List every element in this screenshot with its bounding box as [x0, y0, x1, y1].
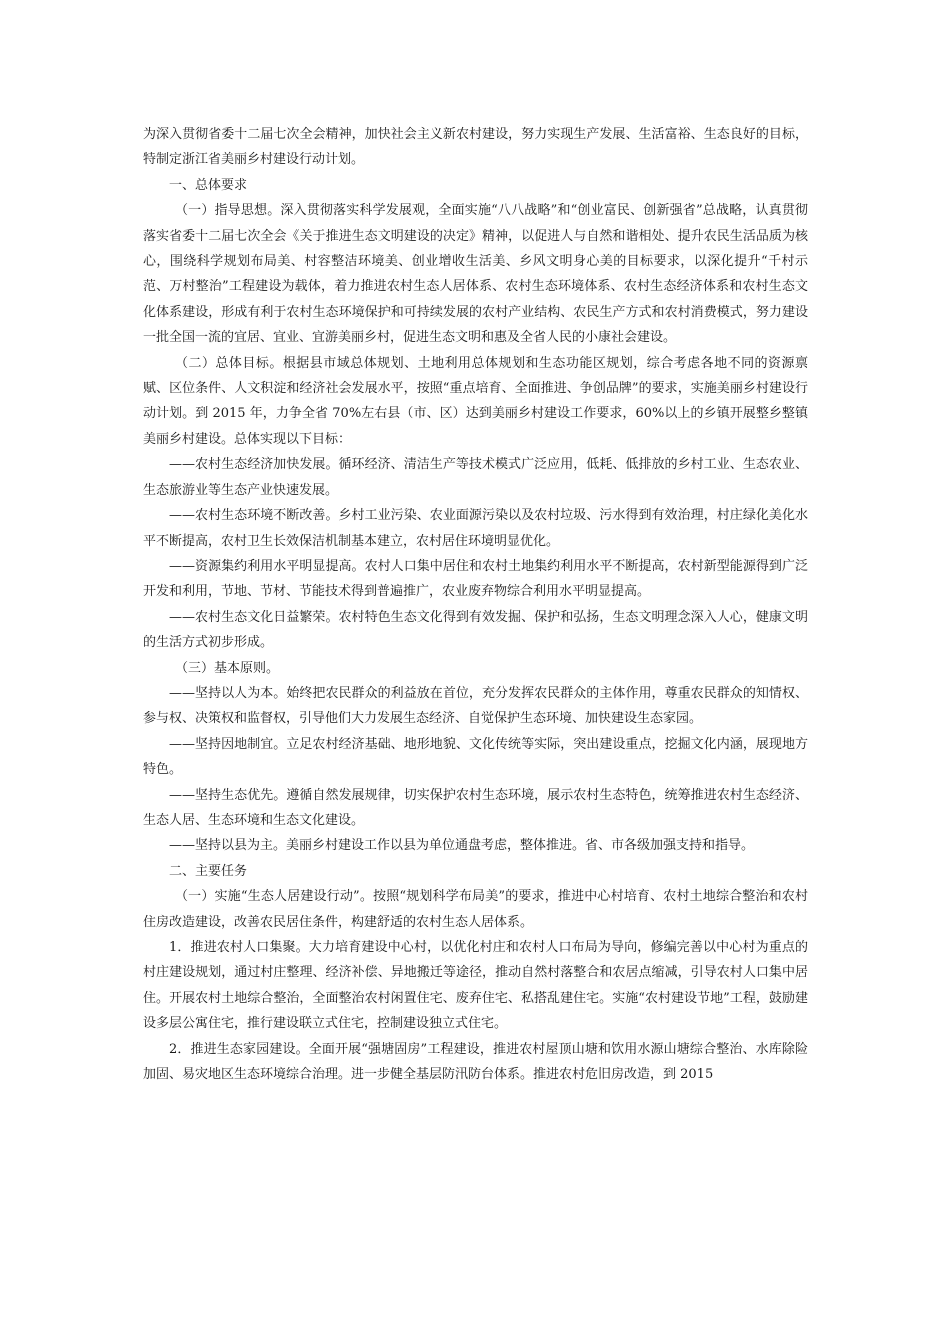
goal-item: ——农村生态经济加快发展。循环经济、清洁生产等技术模式广泛应用，低耗、低排放的乡村工业、生态农业、生态旅游业等生态产业快速发展。 — [143, 457, 808, 498]
guiding-ideology-paragraph: （一）指导思想。深入贯彻落实科学发展观，全面实施“八八战略”和“创业富民、创新强省”总战略，认真贯彻落实省委十二届七次全会《关于推进生态文明建设的决定》精神，以促进人与自然和谐相处、提升农民生活品质为核心，围绕科学规划布局美、村容整洁环境美、创业增收生活美、乡风文明身心美的目标要求，以深化提升“千村示范、万村整治”工程建设为载体，着力推进农村生态人居体系、农村生态环境体系、农村生态经济体系和农村生态文化体系建设，形成有利于农村生态环境保护和可持续发展的农村产业结构、农民生产方式和农村消费模式，努力建设一批全国一流的宜居、宜业、宜游美丽乡村，促进生态文明和惠及全省人民的小康社会建设。 — [143, 203, 808, 346]
subsection-heading: （三）基本原则。 — [175, 660, 280, 676]
principle-item: ——坚持生态优先。遵循自然发展规律，切实保护农村生态环境，展示农村生态特色，统筹推进农村生态经济、生态人居、生态环境和生态文化建设。 — [143, 787, 808, 828]
task-item: 1．推进农村人口集聚。大力培育建设中心村，以优化村庄和农村人口布局为导向，修编完善以中心村为重点的村庄建设规划，通过村庄整理、经济补偿、异地搬迁等途径，推动自然村落整合和农居点缩减，引导农村人口集中居住。开展农村土地综合整治，全面整治农村闲置住宅、废弃住宅、私搭乱建住宅。实施“农村建设节地”工程，鼓励建设多层公寓住宅，推行建设联立式住宅，控制建设独立式住宅。 — [143, 940, 808, 1032]
section-heading: 二、主要任务 — [169, 863, 248, 879]
goal-item: ——资源集约利用水平明显提高。农村人口集中居住和农村土地集约利用水平不断提高，农村新型能源得到广泛开发和利用，节地、节材、节能技术得到普遍推广，农业废弃物综合利用水平明显提高。 — [143, 558, 808, 600]
task-paragraph: （一）实施“生态人居建设行动”。按照“规划科学布局美”的要求，推进中心村培育、农村土地综合整治和农村住房改造建设，改善农民居住条件，构建舒适的农村生态人居体系。 — [143, 889, 808, 930]
goal-item: ——农村生态环境不断改善。乡村工业污染、农业面源污染以及农村垃圾、污水得到有效治理，村庄绿化美化水平不断提高，农村卫生长效保洁机制基本建立，农村居住环境明显优化。 — [143, 508, 808, 549]
document-body — [143, 122, 808, 1087]
task-item: 2．推进生态家园建设。全面开展“强塘固房”工程建设，推进农村屋顶山塘和饮用水源山塘综合整治、水库除险加固、易灾地区生态环境综合治理。进一步健全基层防汛防台体系。推进农村危旧房改造，到 2015 — [143, 1041, 808, 1083]
principle-item: ——坚持以县为主。美丽乡村建设工作以县为单位通盘考虑，整体推进。省、市各级加强支持和指导。 — [169, 838, 755, 854]
section-heading: 一、总体要求 — [169, 177, 248, 193]
overall-goal-paragraph: （二）总体目标。根据县市域总体规划、土地利用总体规划和生态功能区规划，综合考虑各地不同的资源禀赋、区位条件、人文积淀和经济社会发展水平，按照“重点培育、全面推进、争创品牌”的要求，实施美丽乡村建设行动计划。到 2015 年，力争全省 70%左右县（市、区）达到美丽乡村建设工作要求，60%以上的乡镇开展整乡整镇美丽乡村建设。总体实现以下目标： — [143, 355, 808, 447]
goal-item: ——农村生态文化日益繁荣。农村特色生态文化得到有效发掘、保护和弘扬，生态文明理念深入人心，健康文明的生活方式初步形成。 — [143, 609, 808, 651]
principle-item: ——坚持因地制宜。立足农村经济基础、地形地貌、文化传统等实际，突出建设重点，挖掘文化内涵，展现地方特色。 — [143, 736, 808, 778]
intro-paragraph: 为深入贯彻省委十二届七次全会精神，加快社会主义新农村建设，努力实现生产发展、生活富裕、生态良好的目标，特制定浙江省美丽乡村建设行动计划。 — [143, 127, 808, 168]
principle-item: ——坚持以人为本。始终把农民群众的利益放在首位，充分发挥农民群众的主体作用，尊重农民群众的知情权、参与权、决策权和监督权，引导他们大力发展生态经济、自觉保护生态环境、加快建设生态家园。 — [143, 685, 808, 727]
